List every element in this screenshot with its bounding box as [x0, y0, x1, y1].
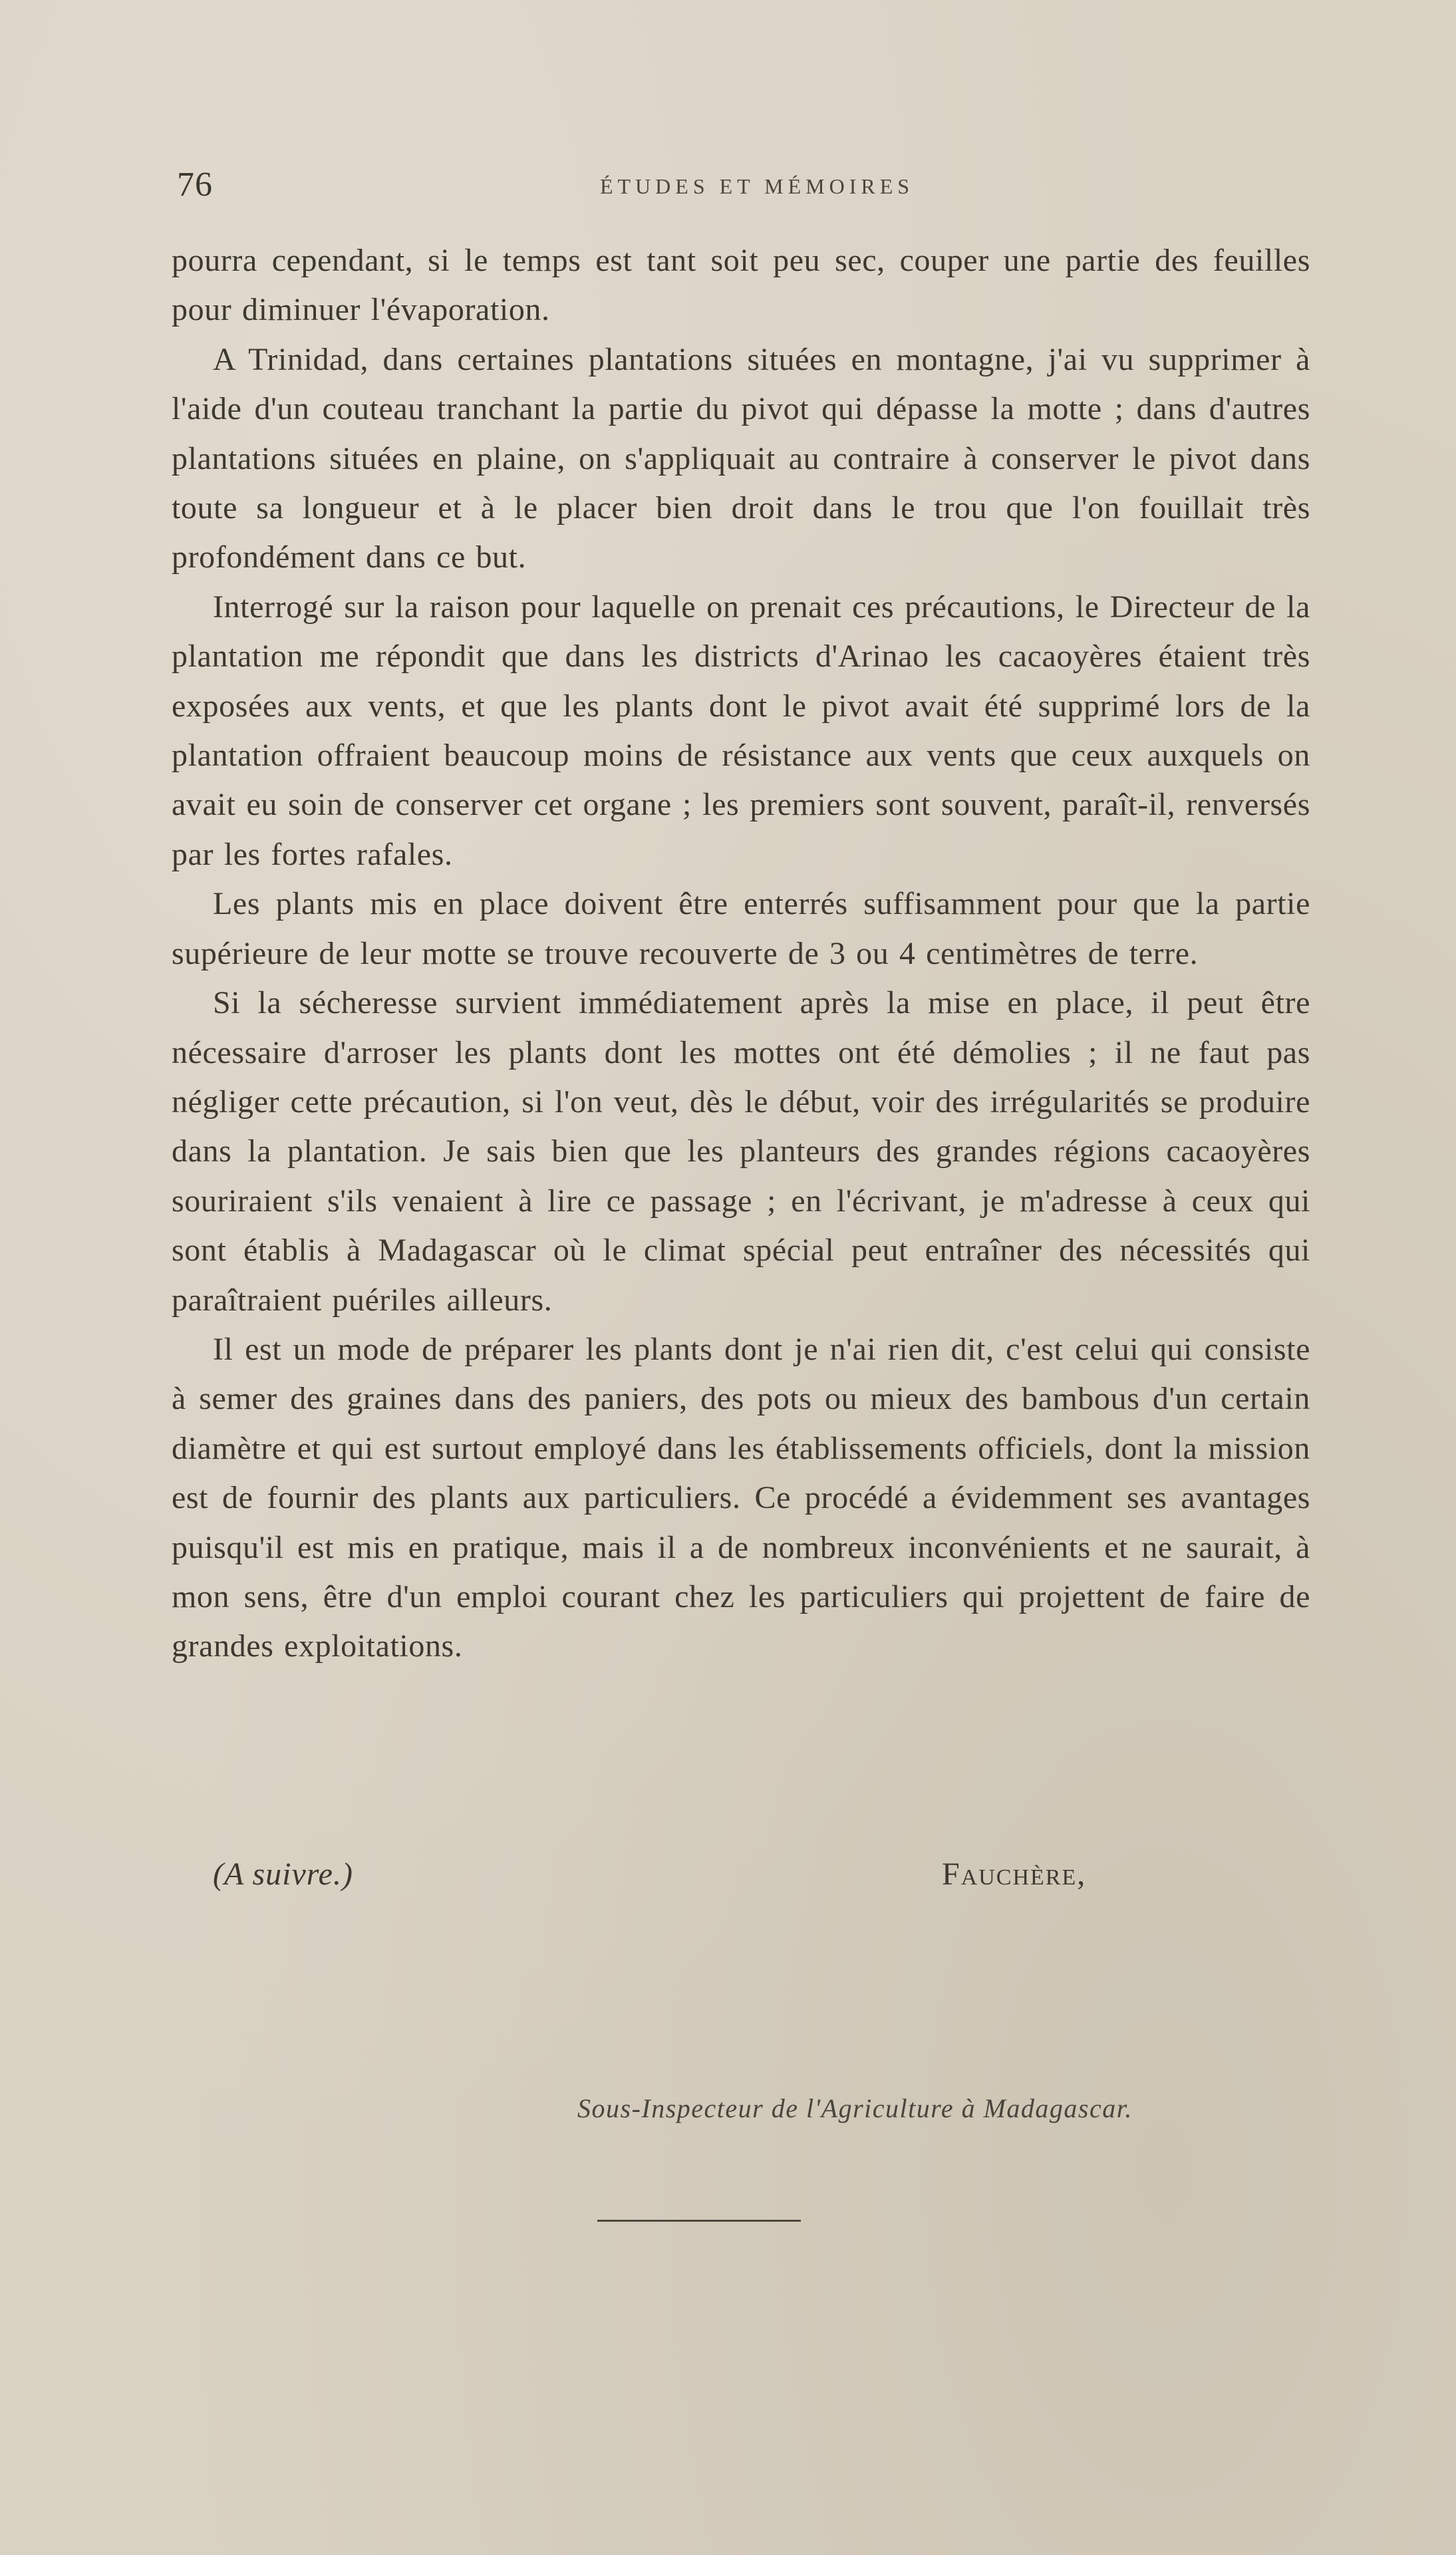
running-head: [172, 165, 1342, 212]
paragraph: Les plants mis en place doivent être enterrés suffisamment pour que la partie supérieure de leur motte se trouve recouverte de 3 ou 4 centimètres de terre.: [172, 886, 1310, 971]
author-name: Fauchère,: [942, 1857, 1087, 1892]
paragraph-continued: pourra cependant, si le temps est tant soit peu sec, couper une partie des feuilles pour diminuer l'évaporation.: [172, 243, 1310, 328]
running-title: ÉTUDES ET MÉMOIRES: [599, 174, 915, 198]
end-rule: [597, 2220, 801, 2222]
paragraph: A Trinidad, dans certaines plantations situées en montagne, j'ai vu supprimer à l'aide d'un couteau tranchant la partie du pivot qui dépasse la motte ; dans d'autres plantations situées en plaine, on s'appliquait au contraire à conserver le pivot dans toute sa longueur et à le placer bien droit dans le trou que l'on fouillait très profondément dans ce but.: [172, 341, 1310, 575]
page-number: 76: [177, 166, 213, 204]
to-be-continued: (A suivre.): [213, 1857, 353, 1892]
article-body: [172, 236, 1310, 1672]
author-title: Sous-Inspecteur de l'Agriculture à Madagascar.: [577, 2093, 1133, 2123]
paragraph: Si la sécheresse survient immédiatement après la mise en place, il peut être nécessaire d'arroser les plants dont les mottes ont été démolies ; il ne faut pas négliger cette précaution, si l'on veut, dès le début, voir des irrégularités se produire dans la plantation. Je sais bien que les planteurs des grandes régions cacaoyères souriraient s'ils venaient à lire ce passage ; en l'écrivant, je m'adresse à ceux qui sont établis à Madagascar où le climat spécial peut entraîner des nécessités qui paraîtraient puériles ailleurs.: [172, 985, 1310, 1318]
paragraph: Interrogé sur la raison pour laquelle on prenait ces précautions, le Directeur de la plantation me répondit que dans les districts d'Arinao les cacaoyères étaient très exposées aux vents, et que les plants dont le pivot avait été supprimé lors de la plantation offraient beaucoup moins de résistance aux vents que ceux auxquels on avait eu soin de conserver cet organe ; les premiers sont souvent, paraît-il, renversés par les fortes rafales.: [172, 589, 1310, 872]
signature-row: [172, 1856, 1336, 1909]
paragraph: Il est un mode de préparer les plants dont je n'ai rien dit, c'est celui qui consiste à semer des graines dans des paniers, des pots ou mieux des bambous d'un certain diamètre et qui est surtout employé dans les établissements officiels, dont la mission est de fournir des plants aux particuliers. Ce procédé a évidemment ses avantages puisqu'il est mis en pratique, mais il a de nombreux inconvénients et ne saurait, à mon sens, être d'un emploi courant chez les particuliers qui projettent de faire de grandes exploitations.: [172, 1331, 1310, 1664]
